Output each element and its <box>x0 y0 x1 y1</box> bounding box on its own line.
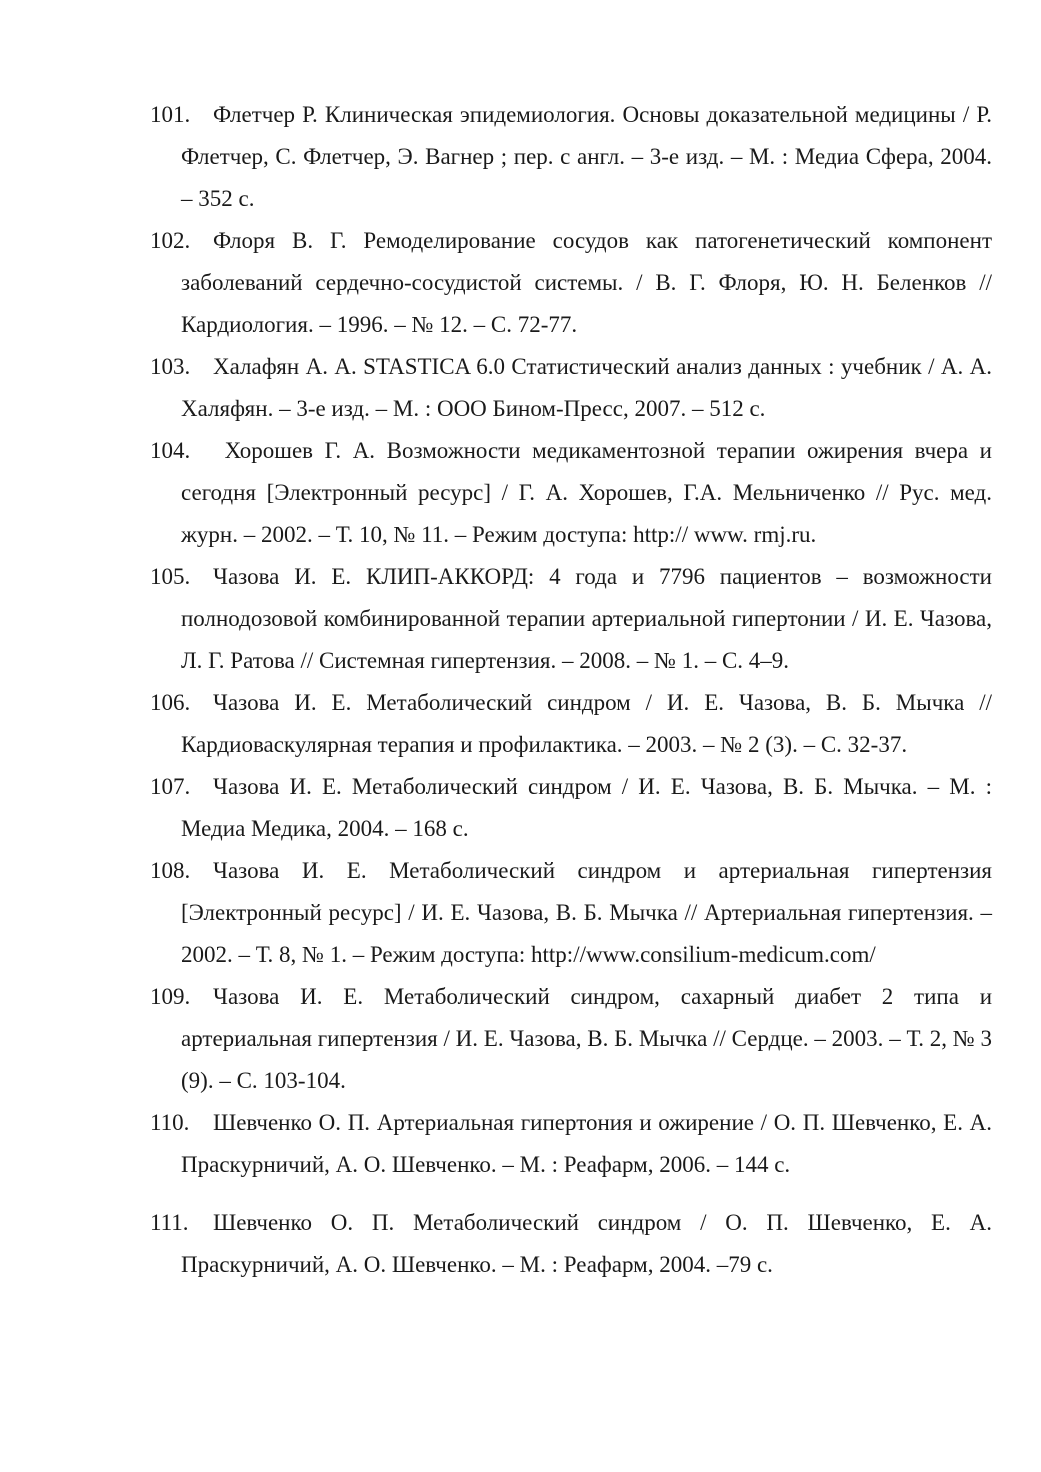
reference-number: 108. <box>150 858 191 883</box>
reference-number: 110. <box>150 1110 190 1135</box>
reference-number: 111. <box>150 1210 189 1235</box>
reference-text: Хорошев Г. А. Возможности медикаментозной терапии ожирения вчера и сегодня [Электронный ресурс] / Г. А. Хорошев, Г.А. Мельниченко // Рус. мед. журн. – 2002. – Т. 10, № 11. – Режим доступа: http:// www. rmj.ru. <box>181 438 992 547</box>
reference-text: Флетчер Р. Клиническая эпидемиология. Основы доказательной медицины / Р. Флетчер, С. Флетчер, Э. Вагнер ; пер. с англ. – 3-е изд. – М. : Медиа Сфера, 2004. – 352 с. <box>181 102 992 211</box>
reference-text: Чазова И. Е. Метаболический синдром и артериальная гипертензия [Электронный ресурс] / И. Е. Чазова, В. Б. Мычка // Артериальная гипертензия. – 2002. – Т. 8, № 1. – Режим доступа: http://www.consilium-medicum.com/ <box>181 858 992 967</box>
reference-number: 105. <box>150 564 191 589</box>
reference-number: 103. <box>150 354 191 379</box>
reference-text: Чазова И. Е. Метаболический синдром / И. Е. Чазова, В. Б. Мычка // Кардиоваскулярная терапия и профилактика. – 2003. – № 2 (3). – С. 32-37. <box>181 690 992 757</box>
reference-item <box>150 1202 992 1286</box>
reference-text: Чазова И. Е. КЛИП-АККОРД: 4 года и 7796 пациентов – возможности полнодозовой комбинированной терапии артериальной гипертонии / И. Е. Чазова, Л. Г. Ратова // Системная гипертензия. – 2008. – № 1. – С. 4–9. <box>181 564 992 673</box>
reference-text: Чазова И. Е. Метаболический синдром / И. Е. Чазова, В. Б. Мычка. – М. : Медиа Медика, 2004. – 168 с. <box>181 774 992 841</box>
reference-text: Чазова И. Е. Метаболический синдром, сахарный диабет 2 типа и артериальная гипертензия / И. Е. Чазова, В. Б. Мычка // Сердце. – 2003. – Т. 2, № 3 (9). – С. 103-104. <box>181 984 992 1093</box>
reference-item <box>150 556 992 682</box>
reference-item <box>150 430 992 556</box>
reference-number: 106. <box>150 690 191 715</box>
reference-item <box>150 976 992 1102</box>
reference-item <box>150 766 992 850</box>
reference-number: 101. <box>150 102 191 127</box>
reference-text: Флоря В. Г. Ремоделирование сосудов как патогенетический компонент заболеваний сердечно-сосудистой системы. / В. Г. Флоря, Ю. Н. Беленков // Кардиология. – 1996. – № 12. – С. 72-77. <box>181 228 992 337</box>
reference-text: Шевченко О. П. Артериальная гипертония и ожирение / О. П. Шевченко, Е. А. Праскурничий, А. О. Шевченко. – М. : Реафарм, 2006. – 144 с. <box>181 1110 992 1177</box>
reference-number: 104. <box>150 438 191 463</box>
reference-number: 107. <box>150 774 191 799</box>
reference-item <box>150 220 992 346</box>
reference-list <box>150 94 992 1286</box>
reference-item <box>150 346 992 430</box>
reference-item <box>150 682 992 766</box>
reference-text: Халафян А. А. STASTICA 6.0 Статистический анализ данных : учебник / А. А. Халяфян. – 3-е изд. – М. : ООО Бином-Пресс, 2007. – 512 с. <box>181 354 992 421</box>
reference-number: 109. <box>150 984 191 1009</box>
reference-item <box>150 94 992 220</box>
reference-item <box>150 1102 992 1186</box>
reference-number: 102. <box>150 228 191 253</box>
reference-item <box>150 850 992 976</box>
reference-text: Шевченко О. П. Метаболический синдром / О. П. Шевченко, Е. А. Праскурничий, А. О. Шевченко. – М. : Реафарм, 2004. –79 с. <box>181 1210 992 1277</box>
